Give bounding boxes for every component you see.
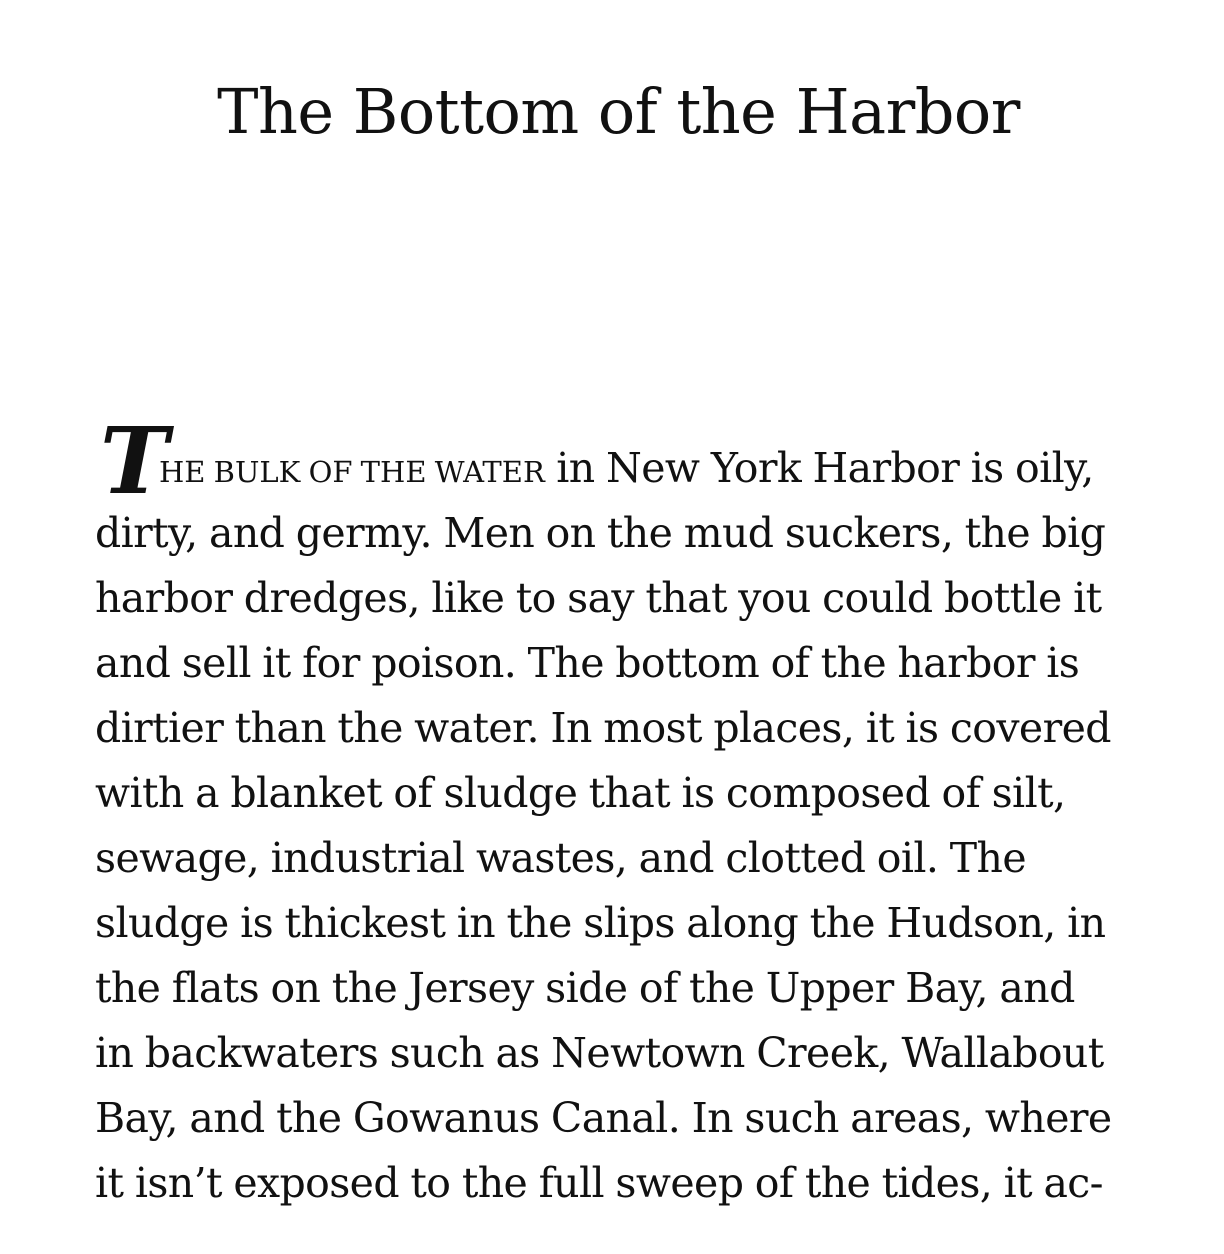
- text-line-2: dirty, and germy. Men on the mud suckers, the big: [95, 509, 1106, 557]
- text-line-5: dirtier than the water. In most places, it is covered: [95, 704, 1111, 752]
- text-line-9: the flats on the Jersey side of the Upper Bay, and: [95, 964, 1075, 1012]
- drop-cap: T: [100, 407, 169, 515]
- first-line-rest: in New York Harbor is oily,: [544, 444, 1094, 492]
- text-line-3: harbor dredges, like to say that you could bottle it: [95, 574, 1102, 622]
- text-line-10: in backwaters such as Newtown Creek, Wallabout: [95, 1029, 1104, 1077]
- chapter-title: The Bottom of the Harbor: [217, 75, 1020, 148]
- text-line-12: it isn’t exposed to the full sweep of the tides, it ac-: [95, 1159, 1103, 1207]
- small-caps-lead-in: HE BULK OF THE WATER: [159, 455, 545, 489]
- text-line-4: and sell it for poison. The bottom of the harbor is: [95, 639, 1080, 687]
- text-line-8: sludge is thickest in the slips along the Hudson, in: [95, 899, 1106, 947]
- text-line-11: Bay, and the Gowanus Canal. In such areas, where: [95, 1094, 1112, 1142]
- text-line-7: sewage, industrial wastes, and clotted oil. The: [95, 834, 1027, 882]
- text-line-6: with a blanket of sludge that is composed of silt,: [95, 769, 1066, 817]
- body-text: [95, 407, 1155, 1216]
- text-line-1: [95, 407, 1155, 515]
